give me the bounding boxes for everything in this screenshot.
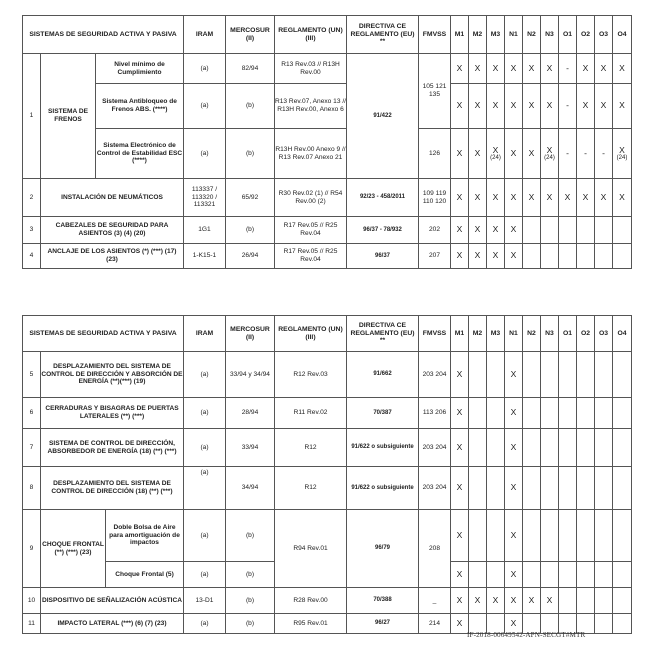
mark-cell [595, 588, 613, 614]
mark-cell: X [487, 179, 505, 217]
table-row [23, 179, 632, 217]
mark-cell [505, 129, 523, 179]
fmvss-cell: 126 [419, 129, 451, 179]
table-row [23, 129, 632, 179]
table-row [23, 352, 632, 398]
row-number: 2 [23, 179, 41, 217]
mark-cell: - [559, 54, 577, 84]
mark-cell [595, 129, 613, 179]
mark-cell: X [505, 84, 523, 129]
system-name: ANCLAJE DE LOS ASIENTOS (*) (***) (17) (23) [41, 244, 184, 269]
row-number: 6 [23, 398, 41, 429]
iram-cell: 13-D1 [184, 588, 226, 614]
row-number: 9 [23, 510, 41, 588]
system-name: SISTEMA DE FRENOS [41, 54, 96, 179]
mark-cell [523, 429, 541, 467]
header-cat: O2 [577, 16, 595, 54]
mark-cell [577, 244, 595, 269]
table-row [23, 429, 632, 467]
mark-cell: X [451, 467, 469, 510]
mark-cell [559, 510, 577, 562]
reglamento-cell: R17 Rev.05 // R25 Rev.04 [275, 244, 347, 269]
system-name: SISTEMA DE CONTROL DE DIRECCIÓN, ABSORBEDOR DE ENERGÍA (18) (**) (***) [41, 429, 184, 467]
mark-cell: X [613, 179, 632, 217]
row-number: 11 [23, 614, 41, 634]
mark-cell [487, 398, 505, 429]
mark-cell: X [487, 84, 505, 129]
mark-cell: X [577, 54, 595, 84]
mark-cell [559, 129, 577, 179]
mark-cell [595, 510, 613, 562]
header-cat: N3 [541, 316, 559, 352]
mark-cell [487, 129, 505, 179]
mark-cell: X [505, 588, 523, 614]
reglamento-cell: R13 Rev.07, Anexo 13 // R13H Rev.00, Anexo 6 [275, 84, 347, 129]
mark-cell [595, 217, 613, 244]
iram-cell: 1-K15-1 [184, 244, 226, 269]
iram-cell: 1G1 [184, 217, 226, 244]
mark-cell: X [595, 179, 613, 217]
mark-cell [595, 244, 613, 269]
iram-cell: (a) [184, 84, 226, 129]
reglamento-cell: R13H Rev.00 Anexo 9 // R13 Rev.07 Anexo 21 [275, 129, 347, 179]
mercosur-cell: (b) [226, 84, 275, 129]
mercosur-cell: 34/94 [226, 467, 275, 510]
mark-cell [559, 244, 577, 269]
mark-cell: X [595, 54, 613, 84]
iram-cell: (a) [184, 54, 226, 84]
mark-cell: X [469, 244, 487, 269]
safety-systems-table-2 [22, 315, 632, 634]
mark-cell [469, 352, 487, 398]
mark-cell: X [505, 217, 523, 244]
sub-system-name: Nivel mínimo de Cumplimiento [96, 54, 184, 84]
fmvss-cell: _ [419, 588, 451, 614]
mark-cell [469, 562, 487, 588]
mark-cell: X [451, 588, 469, 614]
mercosur-cell: 82/94 [226, 54, 275, 84]
fmvss-cell: 203 204 [419, 429, 451, 467]
mark-cell [559, 588, 577, 614]
header-iram: IRAM [184, 316, 226, 352]
header-row [23, 316, 632, 352]
table-row [23, 398, 632, 429]
mercosur-cell: (b) [226, 588, 275, 614]
header-directiva: DIRECTIVA CE REGLAMENTO (EU) ** [347, 316, 419, 352]
mark-cell [613, 352, 632, 398]
fmvss-cell: 109 119 110 120 [419, 179, 451, 217]
mark-note: (24) [544, 155, 555, 162]
table-row [23, 84, 632, 129]
mark: - [584, 147, 587, 158]
mark-cell [523, 467, 541, 510]
mark-cell [469, 510, 487, 562]
directiva-cell: 91/662 [347, 352, 419, 398]
row-number: 3 [23, 217, 41, 244]
header-cat: O2 [577, 316, 595, 352]
mercosur-cell: (b) [226, 510, 275, 562]
mark-cell: X [541, 588, 559, 614]
mercosur-cell: 33/94 y 34/94 [226, 352, 275, 398]
mark-cell: X [523, 84, 541, 129]
header-cat: O4 [613, 316, 632, 352]
iram-cell: (a) [184, 129, 226, 179]
mercosur-cell: 28/94 [226, 398, 275, 429]
mark-cell: - [559, 84, 577, 129]
header-sistemas: SISTEMAS DE SEGURIDAD ACTIVA Y PASIVA [23, 16, 184, 54]
directiva-cell: 96/79 [347, 510, 419, 588]
directiva-cell: 70/387 [347, 398, 419, 429]
system-name: CHOQUE FRONTAL (**) (***) (23) [41, 510, 106, 588]
row-number: 8 [23, 467, 41, 510]
header-iram: IRAM [184, 16, 226, 54]
mark-cell [469, 129, 487, 179]
mark-cell: X [505, 352, 523, 398]
mark: X [510, 147, 517, 158]
mark-cell: X [469, 179, 487, 217]
mark-cell [523, 244, 541, 269]
iram-cell: (a) [184, 352, 226, 398]
header-cat: O3 [595, 16, 613, 54]
mark-cell [487, 467, 505, 510]
mark-cell: X [523, 54, 541, 84]
mark-cell: X [451, 562, 469, 588]
mark-cell [523, 510, 541, 562]
directiva-cell: 96/37 - 78/932 [347, 217, 419, 244]
mark-cell [541, 398, 559, 429]
header-directiva: DIRECTIVA CE REGLAMENTO (EU) ** [347, 16, 419, 54]
iram-cell: (a) [184, 429, 226, 467]
mark-cell [523, 352, 541, 398]
mercosur-cell: 33/94 [226, 429, 275, 467]
mark-note: (24) [616, 155, 628, 162]
mark-cell [577, 510, 595, 562]
mark-cell [559, 467, 577, 510]
iram-cell: (a) [184, 562, 226, 588]
mark: - [566, 147, 569, 158]
header-cat: M2 [469, 16, 487, 54]
header-cat: O3 [595, 316, 613, 352]
header-sistemas: SISTEMAS DE SEGURIDAD ACTIVA Y PASIVA [23, 316, 184, 352]
header-mercosur: MERCOSUR (II) [226, 316, 275, 352]
header-cat: O1 [559, 316, 577, 352]
mark-cell: X [541, 84, 559, 129]
sub-system-name: Choque Frontal (5) [106, 562, 184, 588]
directiva-cell: 96/37 [347, 244, 419, 269]
reglamento-cell: R30 Rev.02 (1) // R54 Rev.00 (2) [275, 179, 347, 217]
mark-cell [613, 614, 632, 634]
mark-cell [613, 510, 632, 562]
mark-cell [541, 510, 559, 562]
row-number: 7 [23, 429, 41, 467]
mark-cell: X [451, 614, 469, 634]
table-row [23, 244, 632, 269]
reglamento-cell: R11 Rev.02 [275, 398, 347, 429]
row-number: 1 [23, 54, 41, 179]
mark-cell [541, 429, 559, 467]
mark-cell: X [541, 179, 559, 217]
mercosur-cell: 26/94 [226, 244, 275, 269]
mark-cell: X [613, 54, 632, 84]
sub-system-name: Sistema Antibloqueo de Frenos ABS. (****) [96, 84, 184, 129]
mark-cell [469, 429, 487, 467]
document-code-stamp: IF-2018-00649542-APN-SECGT#MTR [467, 631, 586, 639]
mark-cell: X [451, 244, 469, 269]
row-number: 4 [23, 244, 41, 269]
mark-cell [613, 244, 632, 269]
row-number: 5 [23, 352, 41, 398]
mark-cell [577, 562, 595, 588]
header-cat: O1 [559, 16, 577, 54]
header-cat: M1 [451, 16, 469, 54]
mercosur-cell: (b) [226, 614, 275, 634]
system-name: CERRADURAS Y BISAGRAS DE PUERTAS LATERALES (**) (***) [41, 398, 184, 429]
mark-cell [487, 429, 505, 467]
mark-cell [595, 467, 613, 510]
mark-cell [613, 129, 632, 179]
directiva-cell: 91/622 o subsiguiente [347, 429, 419, 467]
mark-cell: X [505, 467, 523, 510]
table-row [23, 588, 632, 614]
table-row [23, 510, 632, 562]
header-cat: N2 [523, 316, 541, 352]
safety-systems-table-1 [22, 15, 632, 269]
mark: X [474, 147, 481, 158]
fmvss-cell: 113 206 [419, 398, 451, 429]
fmvss-cell: 214 [419, 614, 451, 634]
mark-cell [577, 217, 595, 244]
mark-cell: X [559, 179, 577, 217]
mark-cell [559, 398, 577, 429]
system-name: IMPACTO LATERAL (***) (6) (7) (23) [41, 614, 184, 634]
mark: X [619, 144, 625, 155]
mark-cell: X [487, 54, 505, 84]
fmvss-cell: 203 204 [419, 467, 451, 510]
mark-cell: X [451, 510, 469, 562]
header-cat: M3 [487, 316, 505, 352]
mark-cell: X [469, 84, 487, 129]
mark-cell [595, 614, 613, 634]
mark-cell [451, 129, 469, 179]
reglamento-cell: R13 Rev.03 // R13H Rev.00 [275, 54, 347, 84]
mark-cell [613, 429, 632, 467]
mark-cell: X [523, 179, 541, 217]
system-name: DESPLAZAMIENTO DEL SISTEMA DE CONTROL DE DIRECCIÓN (18) (**) (***) [41, 467, 184, 510]
mark-cell [559, 562, 577, 588]
mark-cell: X [451, 84, 469, 129]
system-name: INSTALACIÓN DE NEUMÁTICOS [41, 179, 184, 217]
mark: X [492, 144, 499, 155]
mark-cell: X [595, 84, 613, 129]
header-cat: N3 [541, 16, 559, 54]
iram-cell: 113337 / 113320 / 113321 [184, 179, 226, 217]
mark-cell: X [577, 84, 595, 129]
mark-cell [487, 562, 505, 588]
mark-cell: X [505, 429, 523, 467]
header-reglamento: REGLAMENTO (UN) (III) [275, 16, 347, 54]
directiva-cell: 70/388 [347, 588, 419, 614]
mark-cell [541, 467, 559, 510]
mark-cell: X [469, 217, 487, 244]
mark-cell [487, 352, 505, 398]
mark-cell [595, 429, 613, 467]
mark-cell: X [487, 244, 505, 269]
mark-cell [577, 398, 595, 429]
iram-cell: (a) [184, 510, 226, 562]
header-fmvss: FMVSS [419, 16, 451, 54]
table-row [23, 217, 632, 244]
mark-cell: X [577, 179, 595, 217]
iram-cell: (a) [184, 467, 226, 510]
mark-cell [613, 217, 632, 244]
system-name: DISPOSITIVO DE SEÑALIZACIÓN ACÚSTICA [41, 588, 184, 614]
reglamento-cell: R12 [275, 467, 347, 510]
reglamento-cell: R95 Rev.01 [275, 614, 347, 634]
table-row [23, 467, 632, 510]
mark-cell: X [541, 54, 559, 84]
mark-cell [577, 429, 595, 467]
mark-cell: X [487, 217, 505, 244]
mark: X [456, 147, 463, 158]
mark-cell [523, 562, 541, 588]
header-fmvss: FMVSS [419, 316, 451, 352]
header-cat: O4 [613, 16, 632, 54]
reglamento-cell: R17 Rev.05 // R25 Rev.04 [275, 217, 347, 244]
mark-cell: X [505, 398, 523, 429]
mark-cell: X [505, 54, 523, 84]
mark-cell [595, 352, 613, 398]
mark-cell [523, 398, 541, 429]
fmvss-cell: 202 [419, 217, 451, 244]
mark-cell: X [487, 588, 505, 614]
mark-cell [613, 467, 632, 510]
mark-cell: X [505, 614, 523, 634]
mark-cell [523, 217, 541, 244]
mark-cell [559, 429, 577, 467]
fmvss-cell: 207 [419, 244, 451, 269]
reglamento-cell: R12 Rev.03 [275, 352, 347, 398]
mark-cell [613, 588, 632, 614]
reglamento-cell: R28 Rev.00 [275, 588, 347, 614]
header-reglamento: REGLAMENTO (UN) (III) [275, 316, 347, 352]
sub-system-name: Doble Bolsa de Aire para amortiguación de impactos [106, 510, 184, 562]
header-cat: M1 [451, 316, 469, 352]
header-cat: M2 [469, 316, 487, 352]
iram-cell: (a) [184, 398, 226, 429]
system-name: DESPLAZAMIENTO DEL SISTEMA DE CONTROL DE DIRECCIÓN Y ABSORCIÓN DE ENERGÍA (**)(***) (19) [41, 352, 184, 398]
mark-cell [541, 352, 559, 398]
mark-cell: X [613, 84, 632, 129]
fmvss-cell: 203 204 [419, 352, 451, 398]
mark-cell: X [451, 54, 469, 84]
mark-cell: X [505, 510, 523, 562]
header-mercosur: MERCOSUR (II) [226, 16, 275, 54]
directiva-cell: 92/23 - 458/2011 [347, 179, 419, 217]
mark-cell: X [451, 352, 469, 398]
mark-cell: X [451, 429, 469, 467]
mark-cell: X [451, 179, 469, 217]
mark-cell: X [505, 562, 523, 588]
mark: X [546, 144, 553, 155]
mark-cell [541, 129, 559, 179]
mark-cell [541, 217, 559, 244]
mark-cell [559, 352, 577, 398]
mark-cell [613, 562, 632, 588]
mercosur-cell: 65/92 [226, 179, 275, 217]
row-number: 10 [23, 588, 41, 614]
mercosur-cell: (b) [226, 562, 275, 588]
header-cat: N1 [505, 16, 523, 54]
mark: X [528, 147, 535, 158]
reglamento-cell: R94 Rev.01 [275, 510, 347, 588]
sub-system-name: Sistema Electrónico de Control de Estabilidad ESC (****) [96, 129, 184, 179]
directiva-cell: 96/27 [347, 614, 419, 634]
mark-note: (24) [490, 155, 501, 162]
mercosur-cell: (b) [226, 217, 275, 244]
mark-cell [595, 562, 613, 588]
table-row [23, 54, 632, 84]
directiva-cell: 91/622 o subsiguiente [347, 467, 419, 510]
reglamento-cell: R12 [275, 429, 347, 467]
mark: - [602, 147, 605, 158]
mark-cell [469, 467, 487, 510]
mark-cell: X [523, 588, 541, 614]
mark-cell [541, 562, 559, 588]
header-cat: M3 [487, 16, 505, 54]
mark-cell [541, 244, 559, 269]
header-row [23, 16, 632, 54]
mark-cell [613, 398, 632, 429]
mark-cell: X [469, 588, 487, 614]
mark-cell: X [451, 217, 469, 244]
header-cat: N2 [523, 16, 541, 54]
mark-cell: X [469, 54, 487, 84]
mark-cell [487, 510, 505, 562]
mercosur-cell: (b) [226, 129, 275, 179]
mark-cell [577, 352, 595, 398]
directiva-cell: 91/422 [347, 54, 419, 179]
mark-cell: X [505, 244, 523, 269]
mark-cell: X [505, 179, 523, 217]
mark-cell [559, 217, 577, 244]
fmvss-cell: 105 121 135 [419, 54, 451, 129]
mark-cell [469, 398, 487, 429]
mark-cell: X [451, 398, 469, 429]
header-cat: N1 [505, 316, 523, 352]
mark-cell [523, 129, 541, 179]
iram-cell: (a) [184, 614, 226, 634]
mark-cell [577, 588, 595, 614]
mark-cell [577, 467, 595, 510]
mark-cell [595, 398, 613, 429]
mark-cell [577, 129, 595, 179]
system-name: CABEZALES DE SEGURIDAD PARA ASIENTOS (3) (4) (20) [41, 217, 184, 244]
fmvss-cell: 208 [419, 510, 451, 588]
